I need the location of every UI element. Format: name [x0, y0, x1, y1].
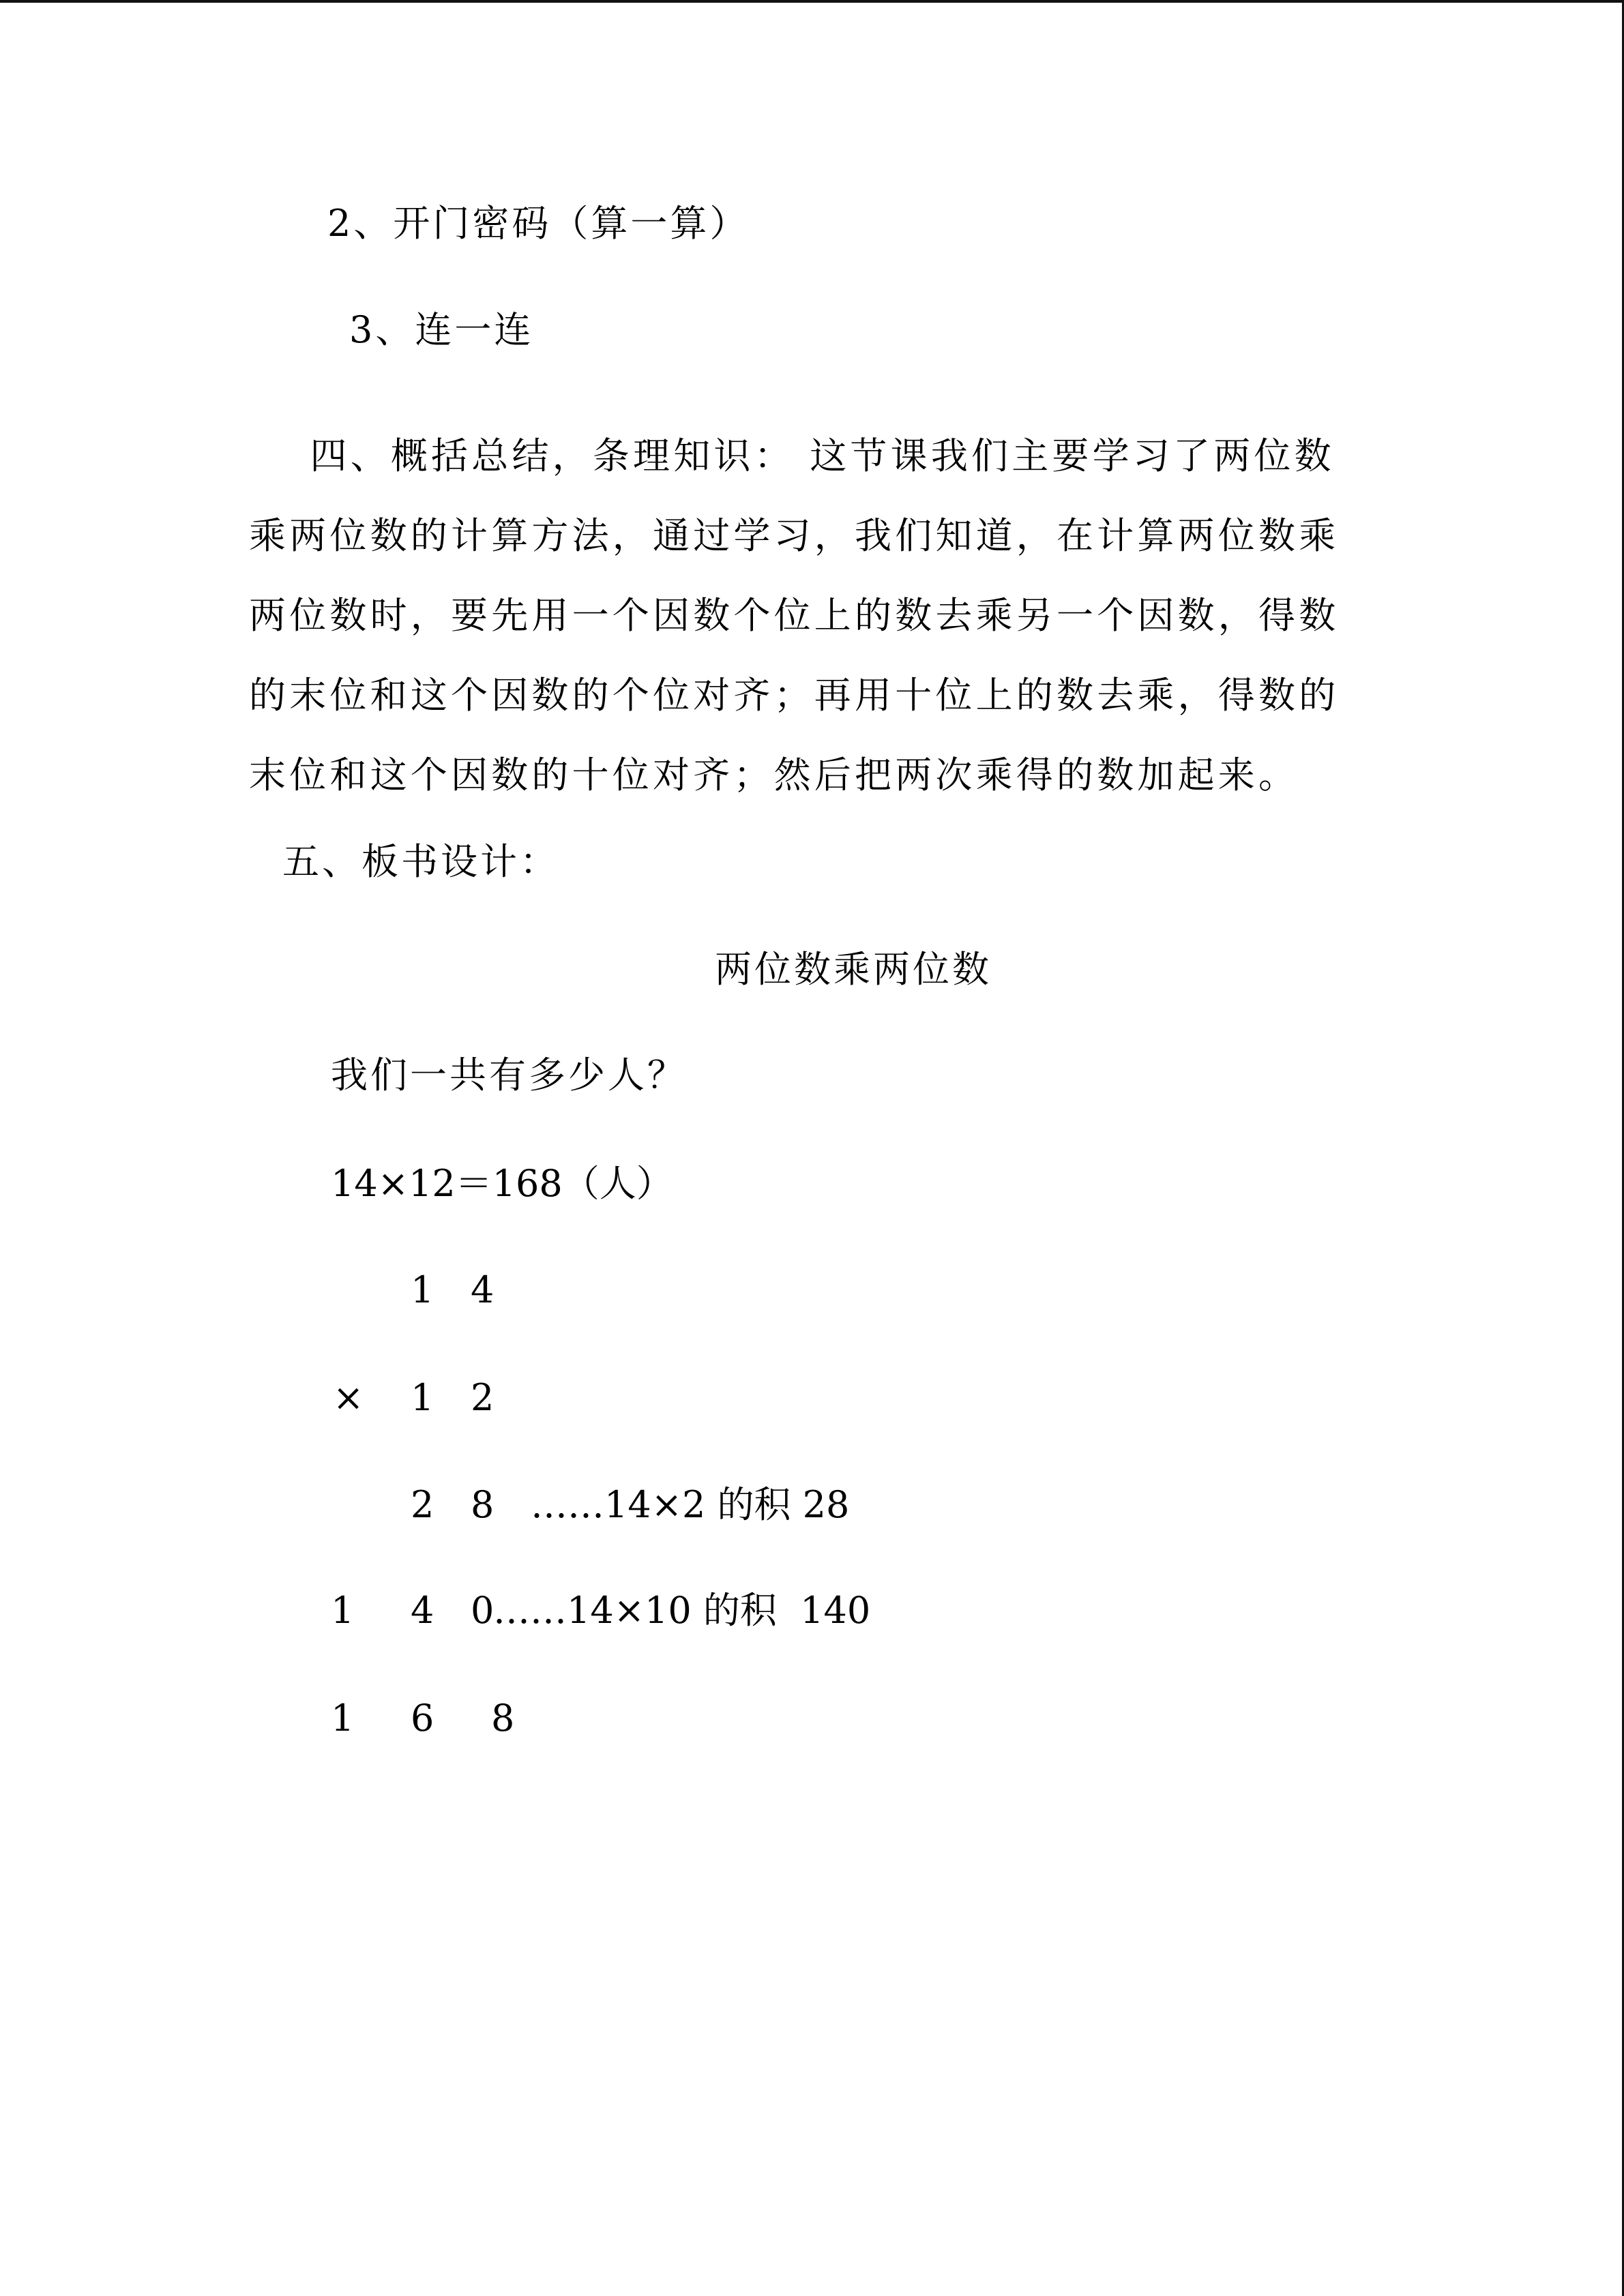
calc-r5-ones: 8 [491, 1697, 515, 1740]
board-heading: 五、板书设计： [282, 840, 559, 883]
calc-r3-note: ……14×2 的积 28 [531, 1483, 850, 1526]
item-open-password: 2、开门密码（算一算） [327, 202, 750, 245]
summary-paragraph [249, 416, 1381, 815]
calc-r4-ones: 0 [471, 1589, 494, 1632]
calc-r5-tens: 6 [411, 1697, 434, 1740]
calc-r1-tens: 1 [411, 1268, 434, 1311]
summary-line: 四、概括总结，条理知识： 这节课我们主要学习了两位数 [249, 434, 1335, 477]
calc-r3-tens: 2 [411, 1483, 434, 1526]
calc-r4-note: ……14×10 的积 140 [493, 1589, 871, 1632]
calc-r4-hundreds: 1 [331, 1589, 355, 1632]
board-equation: 14×12＝168（人） [331, 1162, 673, 1205]
calc-r2-ones: 2 [471, 1376, 494, 1419]
calc-r4-tens: 4 [411, 1589, 434, 1632]
summary-line: 乘两位数的计算方法，通过学习，我们知道，在计算两位数乘 [249, 514, 1340, 557]
item-connect: 3、连一连 [349, 308, 534, 351]
calc-r2-tens: 1 [411, 1376, 434, 1419]
board-question: 我们一共有多少人？ [331, 1054, 687, 1097]
calc-r3-ones: 8 [471, 1483, 494, 1526]
board-title: 两位数乘两位数 [715, 948, 992, 991]
calc-r5-hundreds: 1 [331, 1697, 355, 1740]
calc-r1-ones: 4 [471, 1268, 494, 1311]
calc-r2-operator: × [333, 1376, 364, 1419]
summary-line: 的末位和这个因数的个位对齐；再用十位上的数去乘，得数的 [249, 674, 1340, 717]
summary-line: 末位和这个因数的十位对齐；然后把两次乘得的数加起来。 [249, 754, 1299, 796]
summary-line: 两位数时，要先用一个因数个位上的数去乘另一个因数，得数 [249, 594, 1340, 637]
page-border-top [0, 0, 1624, 3]
